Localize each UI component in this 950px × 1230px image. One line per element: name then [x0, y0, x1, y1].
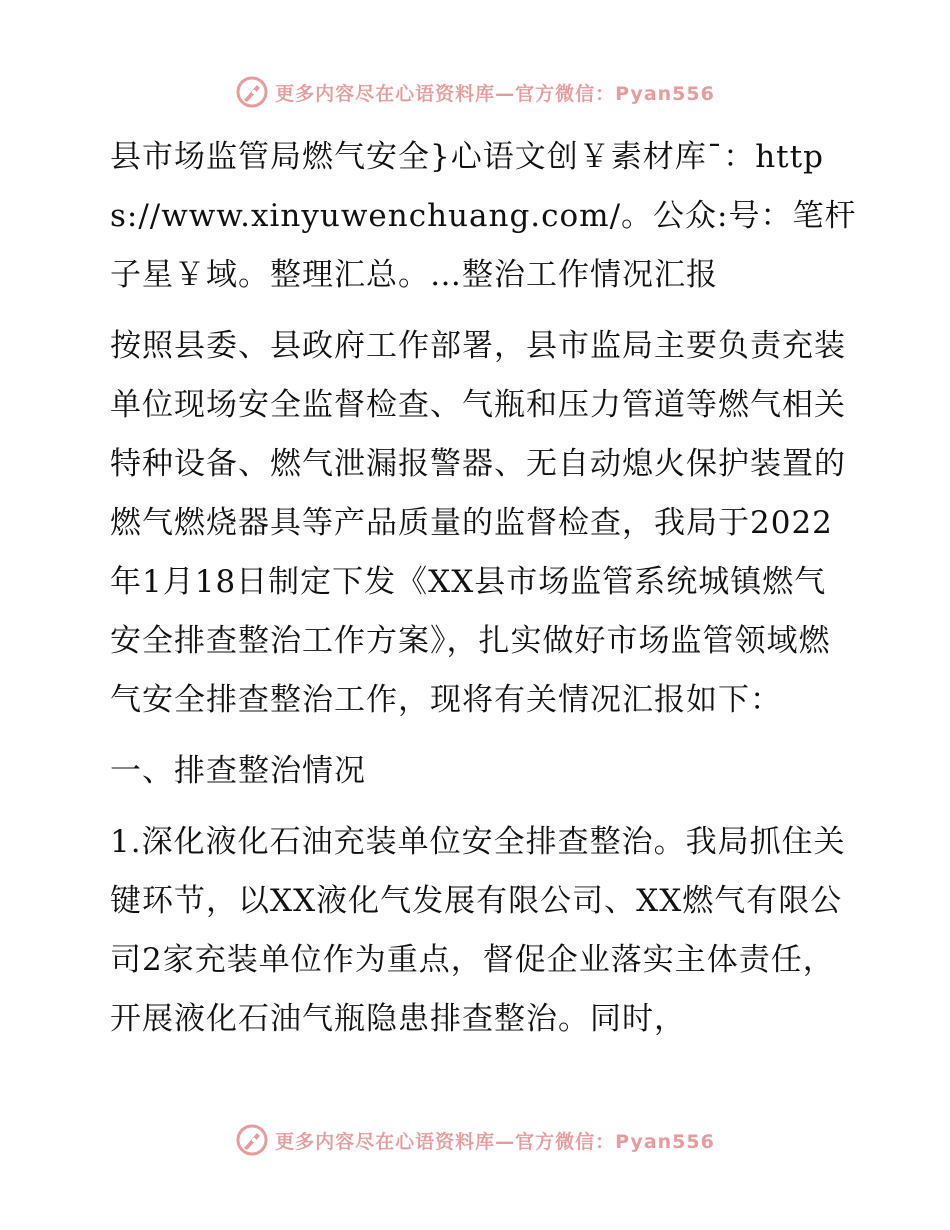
header-watermark-banner: [0, 72, 950, 112]
pen-logo-icon: [235, 1123, 269, 1157]
header-watermark-text: 更多内容尽在心语资料库—官方微信：Pyan556: [275, 82, 715, 105]
pen-logo-icon: [235, 75, 269, 109]
intro-paragraph: 按照县委、县政府工作部署，县市监局主要负责充装单位现场安全监督检查、气瓶和压力管道等燃气相关特种设备、燃气泄漏报警器、无自动熄火保护装置的燃气燃烧器具等产品质量的监督检查，我局于2022年1月18日制定下发《XX县市场监管系统城镇燃气安全排查整治工作方案》，扎实做好市场监管领域燃气安全排查整治工作，现将有关情况汇报如下：: [110, 328, 846, 718]
section-heading: 一、排查整治情况: [110, 753, 366, 789]
document-title-paragraph: 县市场监管局燃气安全}心语文创￥素材库¯：https://www.xinyuwenchuang.com/。公众:号：笔杆子星￥域。整理汇总。…整治工作情况汇报: [110, 139, 857, 293]
footer-watermark-banner: [0, 1120, 950, 1160]
body-paragraph: 1.深化液化石油充装单位安全排查整治。我局抓住关键环节，以XX液化气发展有限公司、XX燃气有限公司2家充装单位作为重点，督促企业落实主体责任，开展液化石油气瓶隐患排查整治。同时，: [110, 824, 846, 1037]
footer-watermark-text: 更多内容尽在心语资料库—官方微信：Pyan556: [275, 1130, 715, 1153]
document-body: [98, 128, 858, 1061]
